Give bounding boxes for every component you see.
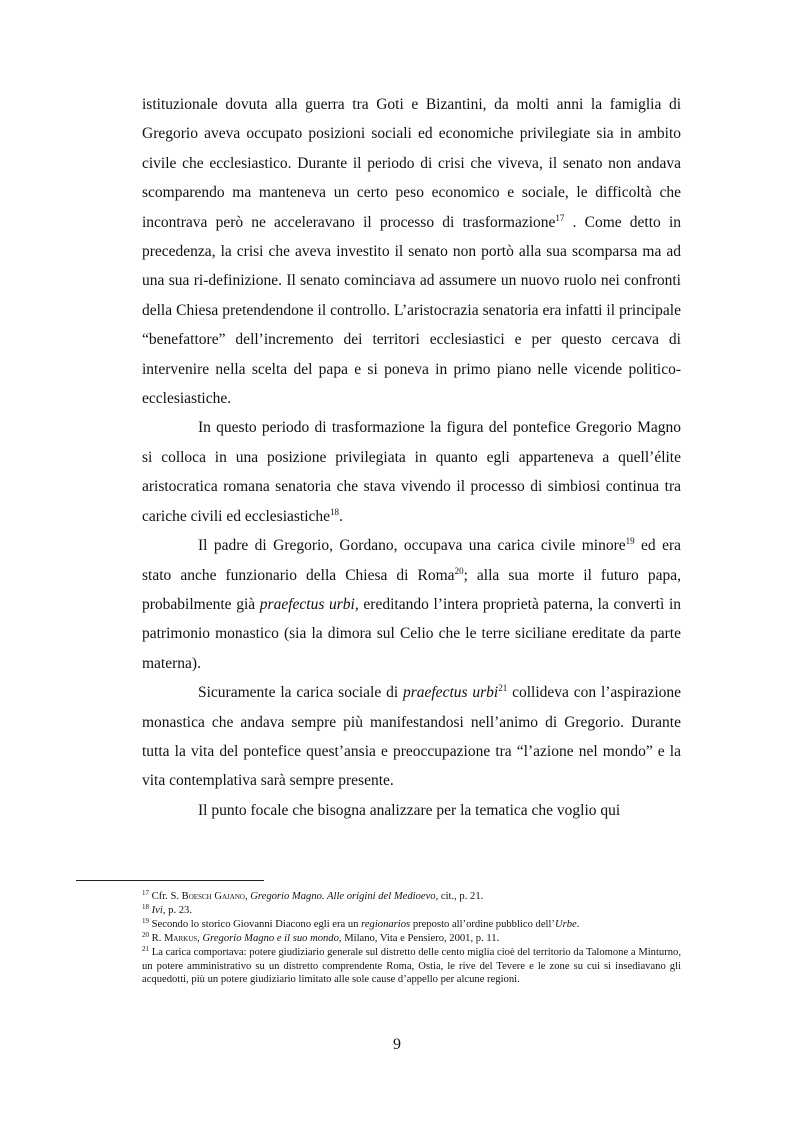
footnote bbox=[142, 890, 681, 904]
text-segment: istituzionale dovuta alla guerra tra Goti e Bizantini, da molti anni la famiglia di Gregorio aveva occupato posizioni sociali ed economiche privilegiate sia in ambito civile che ecclesiastico. Durante il periodo di crisi che viveva, il senato non andava scomparendo ma manteneva un certo peso economico e sociale, le difficoltà che incontrava però ne acceleravano il processo di trasformazione bbox=[142, 96, 681, 231]
author-name: Markus bbox=[164, 932, 198, 944]
text-segment: , Milano, Vita e Pensiero, 2001, p. 11. bbox=[338, 932, 500, 944]
italic-text: regionarios bbox=[361, 918, 411, 930]
footnote-marker: 19 bbox=[625, 536, 635, 547]
text-segment: collideva con l’aspirazione monastica che andava sempre più manifestandosi nell’animo di Gregorio. Durante tutta la vita del pontefice quest’ansia e preoccupazione tra “l’azione nel mondo” e la vita contemplativa sarà sempre presente. bbox=[142, 684, 682, 790]
body-text bbox=[142, 90, 681, 825]
paragraph bbox=[142, 678, 681, 796]
text-segment: . bbox=[339, 507, 343, 525]
text-segment: , bbox=[244, 891, 251, 902]
text-segment: La carica comportava: potere giudiziario generale sul distretto delle cento miglia cioè del territorio da Talomone a Minturno, un potere amministrativo su un distretto comprendente Roma, Ostia, le rive del Tevere e le zone su cui si insediavano gli acquedotti, più un potere giudiziario limitato alle sole cause d’appello per alcune regioni. bbox=[142, 946, 681, 986]
text-segment: Il punto focale che bisogna analizzare per la tematica che voglio qui bbox=[198, 801, 621, 819]
italic-text: Ivi bbox=[151, 904, 163, 916]
footnote-marker: 18 bbox=[142, 902, 149, 911]
text-segment: Il padre di Gregorio, Gordano, occupava una carica civile minore bbox=[198, 537, 626, 555]
footnote-separator bbox=[76, 880, 264, 881]
text-segment: Cfr. S. bbox=[149, 891, 182, 902]
italic-text: praefectus urbi bbox=[402, 684, 499, 702]
text-segment: . bbox=[576, 918, 580, 930]
text-segment: ereditando l’intera proprietà paterna, la convertì in patrimonio monastico (sia la dimora sul Celio che le terre siciliane ereditate da parte materna). bbox=[142, 595, 682, 672]
paragraph bbox=[142, 796, 681, 825]
italic-text: Gregorio Magno. Alle origini del Medioevo bbox=[250, 891, 436, 902]
text-segment: , cit., p. 21. bbox=[435, 891, 484, 902]
text-segment: preposto all’ordine pubblico dell’ bbox=[410, 918, 555, 930]
italic-text: Urbe bbox=[554, 918, 577, 930]
paragraph bbox=[142, 531, 681, 678]
paragraph bbox=[142, 413, 681, 531]
footnote-marker: 17 bbox=[142, 889, 149, 897]
text-segment: , p. 23. bbox=[162, 904, 192, 916]
footnote-marker: 21 bbox=[498, 683, 508, 694]
author-name: Boesch Gajano bbox=[181, 891, 245, 902]
footnote bbox=[142, 946, 681, 988]
text-segment: ; alla sua morte il futuro papa, probabilmente già bbox=[142, 566, 681, 613]
page-number: 9 bbox=[393, 1036, 401, 1053]
footnotes bbox=[142, 890, 681, 987]
footnote bbox=[142, 932, 681, 946]
text-segment: , bbox=[197, 932, 203, 944]
text-segment: Secondo lo storico Giovanni Diacono egli era un bbox=[149, 918, 362, 930]
footnote bbox=[142, 918, 681, 932]
text-segment: ed era stato anche funzionario della Chiesa di Roma bbox=[142, 537, 681, 584]
footnote-marker: 21 bbox=[142, 944, 149, 953]
text-segment: R. bbox=[149, 932, 165, 944]
footnote bbox=[142, 904, 681, 918]
footnote-marker: 18 bbox=[330, 506, 340, 517]
footnote-marker: 20 bbox=[142, 930, 149, 939]
italic-text: Gregorio Magno e il suo mondo bbox=[202, 932, 339, 944]
text-segment: Sicuramente la carica sociale di bbox=[198, 684, 403, 702]
italic-text: praefectus urbi, bbox=[259, 595, 359, 613]
paragraph bbox=[142, 90, 681, 413]
text-segment: In questo periodo di trasformazione la figura del pontefice Gregorio Magno si colloca in una posizione privilegiata in quanto egli apparteneva a quell’élite aristocratica romana senatoria che stava vivendo il processo di simbiosi continua tra cariche civili ed ecclesiastiche bbox=[142, 419, 681, 525]
footnote-marker: 20 bbox=[454, 565, 464, 576]
footnote-marker: 19 bbox=[142, 916, 149, 925]
footnote-marker: 17 bbox=[555, 212, 565, 223]
text-segment: . Come detto in precedenza, la crisi che aveva investito il senato non portò alla sua scomparsa ma ad una sua ri-definizione. Il senato cominciava ad assumere un nuovo ruolo nei confronti della Chiesa pretendendone il controllo. L’aristocrazia senatoria era infatti il principale “benefattore” dell’incremento dei territori ecclesiastici e per questo cercava di intervenire nella scelta del papa e si poneva in primo piano nelle vicende politico-ecclesiastiche. bbox=[142, 213, 681, 408]
